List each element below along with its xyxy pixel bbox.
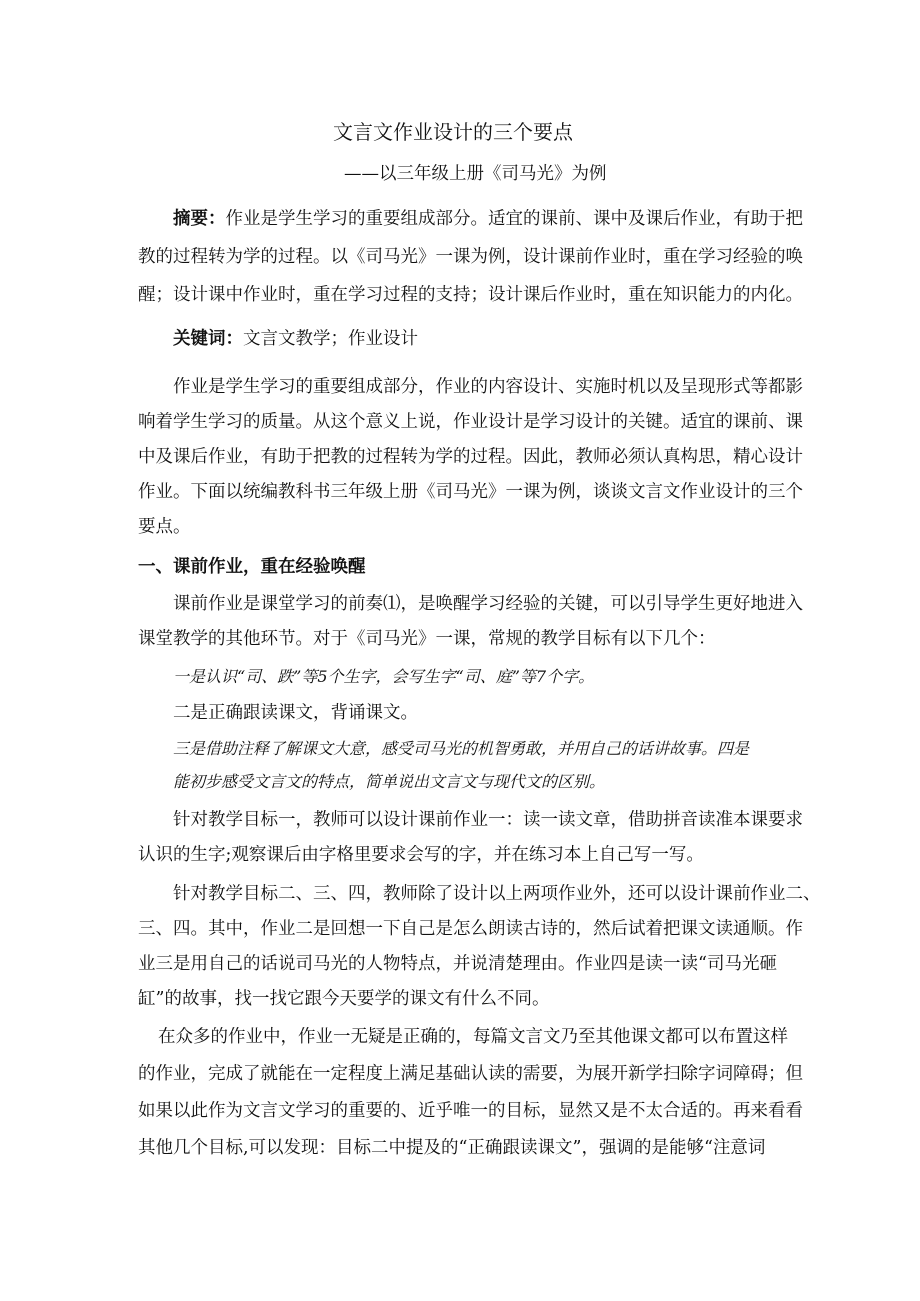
goal-3-line-2: 能初步感受文言文的特点，简单说出文言文与现代文的区别。 xyxy=(173,772,606,791)
intro-line-4: 作业。下面以统编教科书三年级上册《司马光》一课为例，谈谈文言文作业设计的三个 xyxy=(138,482,803,502)
section-1-p1-line-2: 课堂教学的其他环节。对于《司马光》一课，常规的教学目标有以下几个： xyxy=(138,629,716,649)
intro-line-2: 响着学生学习的质量。从这个意义上说，作业设计是学习设计的关键。适宜的课前、课 xyxy=(138,412,803,432)
section-1-p2-line-2: 认识的生字;观察课后由字格里要求会写的字，并在练习本上自己写一写。 xyxy=(138,845,704,865)
intro-line-1: 作业是学生学习的重要组成部分，作业的内容设计、实施时机以及呈现形式等都影 xyxy=(173,377,803,397)
keywords-text: 文言文教学；作业设计 xyxy=(243,329,418,349)
abstract-line-3: 醒；设计课中作业时，重在学习过程的支持；设计课后作业时，重在知识能力的内化。 xyxy=(138,285,803,305)
section-1-p3-line-1: 针对教学目标二、三、四，教师除了设计以上两项作业外，还可以设计课前作业二、 xyxy=(173,884,821,904)
goal-2: 二是正确跟读课文，背诵课文。 xyxy=(173,703,418,723)
section-1-p3-line-4: 缸”的故事，找一找它跟今天要学的课文有什么不同。 xyxy=(138,989,550,1009)
goal-3-line-1: 三是借助注释了解课文大意，感受司马光的机智勇敢，并用自己的话讲故事。四是 xyxy=(173,739,750,758)
section-1-p4-line-2: 的作业，完成了就能在一定程度上满足基础认读的需要，为展开新学扫除字词障碍；但 xyxy=(138,1064,803,1084)
intro-line-5: 要点。 xyxy=(138,517,191,537)
section-1-heading: 一、课前作业，重在经验唤醒 xyxy=(138,557,366,577)
document-subtitle: ——以三年级上册《司马光》为例 xyxy=(344,164,607,184)
section-1-p3-line-2: 三、四。其中，作业二是回想一下自己是怎么朗读古诗的，然后试着把课文读通顺。作 xyxy=(138,919,803,939)
section-1-p4-line-3: 如果以此作为文言文学习的重要的、近乎唯一的目标，显然又是不太合适的。再来看看 xyxy=(138,1101,803,1121)
goal-1: 一是认识“司、跌”等5个生字，会写生字“司、庭”等7个字。 xyxy=(173,667,595,686)
keywords-line xyxy=(173,327,418,351)
document-title: 文言文作业设计的三个要点 xyxy=(333,120,573,144)
section-1-p4-line-4: 其他几个目标,可以发现：目标二中提及的“正确跟读课文”，强调的是能够“注意词 xyxy=(138,1138,766,1158)
section-1-p1-line-1: 课前作业是课堂学习的前奏⑴，是唤醒学习经验的关键，可以引导学生更好地进入 xyxy=(173,594,803,614)
section-1-p4-line-1: 在众多的作业中，作业一无疑是正确的，每篇文言文乃至其他课文都可以布置这样 xyxy=(158,1027,788,1047)
section-1-p2-line-1: 针对教学目标一，教师可以设计课前作业一：读一读文章，借助拼音读准本课要求 xyxy=(173,810,803,830)
section-1-p3-line-3: 业三是用自己的话说司马光的人物特点，并说清楚理由。作业四是读一读“司马光砸 xyxy=(138,954,777,974)
abstract-line-1 xyxy=(173,207,803,231)
intro-line-3: 中及课后作业，有助于把教的过程转为学的过程。因此，教师必须认真构思，精心设计 xyxy=(138,447,803,467)
keywords-label: 关键词： xyxy=(173,329,243,349)
abstract-line-2: 教的过程转为学的过程。以《司马光》一课为例，设计课前作业时，重在学习经验的唤 xyxy=(138,247,803,267)
abstract-label: 摘要： xyxy=(173,209,226,229)
abstract-text-1: 作业是学生学习的重要组成部分。适宜的课前、课中及课后作业，有助于把 xyxy=(225,209,803,229)
